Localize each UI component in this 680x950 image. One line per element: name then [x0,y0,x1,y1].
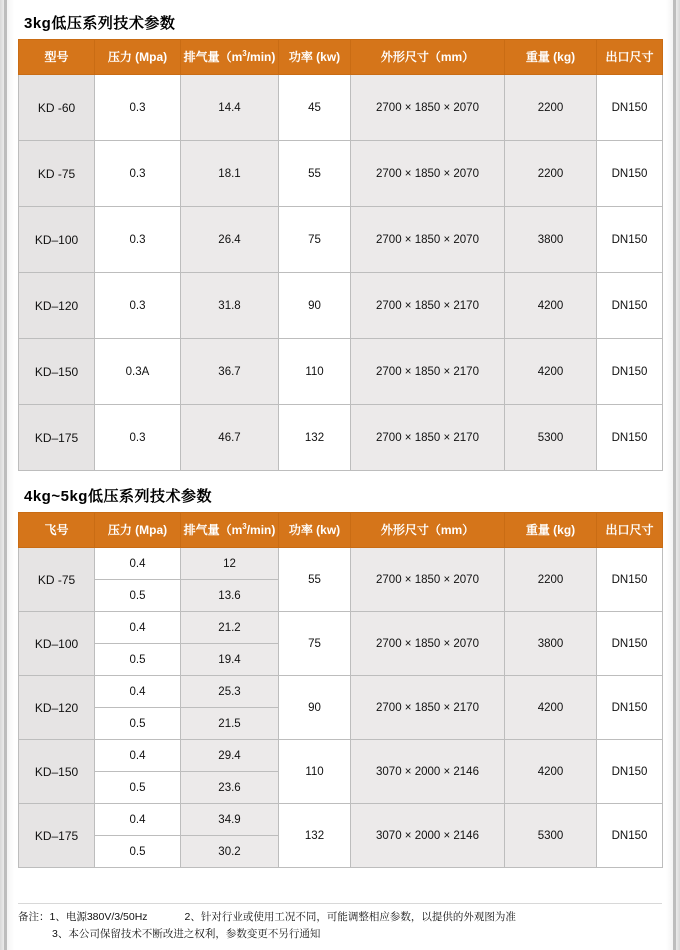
cell-pressure: 0.3 [95,75,181,141]
cell-model: KD -60 [19,75,95,141]
cell-outlet: DN150 [597,207,663,273]
cell-weight: 4200 [505,339,597,405]
cell-dimensions: 2700 × 1850 × 2070 [351,207,505,273]
spec-table-4kg-5kg [18,512,663,868]
cell-pressure: 0.5 [95,580,181,612]
table-header-row [19,40,663,75]
cell-power: 90 [279,273,351,339]
cell-dimensions: 2700 × 1850 × 2070 [351,141,505,207]
cell-model: KD–175 [19,804,95,868]
cell-model: KD -75 [19,548,95,612]
cell-weight: 2200 [505,141,597,207]
col-header-outlet: 出口尺寸 [597,40,663,75]
cell-weight: 2200 [505,75,597,141]
cell-power: 45 [279,75,351,141]
section-title-3kg: 3kg低压系列技术参数 [24,15,176,32]
cell-power: 90 [279,676,351,740]
cell-model: KD–150 [19,339,95,405]
cell-outlet: DN150 [597,273,663,339]
table-row [19,676,663,708]
footnote-line-2: 3、本公司保留技术不断改进之权利，参数变更不另行通知 [52,927,321,940]
cell-pressure: 0.4 [95,740,181,772]
table-row [19,804,663,836]
cell-flow: 14.4 [181,75,279,141]
cell-pressure: 0.5 [95,836,181,868]
cell-flow: 21.2 [181,612,279,644]
col-header-weight: 重量 (kg) [505,513,597,548]
cell-power: 132 [279,405,351,471]
col-header-dimensions: 外形尺寸（mm） [351,513,505,548]
table-header-row [19,513,663,548]
cell-dimensions: 3070 × 2000 × 2146 [351,804,505,868]
cell-flow: 23.6 [181,772,279,804]
cell-pressure: 0.5 [95,644,181,676]
cell-pressure: 0.3 [95,141,181,207]
cell-dimensions: 2700 × 1850 × 2170 [351,405,505,471]
cell-outlet: DN150 [597,612,663,676]
table-row [19,273,663,339]
cell-flow: 29.4 [181,740,279,772]
spec-table-3kg [18,39,663,471]
cell-flow: 26.4 [181,207,279,273]
table-row [19,75,663,141]
col-header-model: 型号 [19,40,95,75]
right-page-edge-decoration [666,0,680,950]
cell-outlet: DN150 [597,804,663,868]
col-header-weight: 重量 (kg) [505,40,597,75]
cell-power: 132 [279,804,351,868]
cell-model: KD–175 [19,405,95,471]
cell-flow: 25.3 [181,676,279,708]
cell-flow: 12 [181,548,279,580]
cell-power: 110 [279,339,351,405]
footnote-line-1b: 2、针对行业或使用工况不同，可能调整相应参数，以提供的外观图为准 [184,911,516,924]
cell-dimensions: 3070 × 2000 × 2146 [351,740,505,804]
cell-pressure: 0.4 [95,612,181,644]
cell-pressure: 0.3A [95,339,181,405]
table-row [19,740,663,772]
cell-outlet: DN150 [597,676,663,740]
cell-weight: 3800 [505,207,597,273]
col-header-pressure: 压力 (Mpa) [95,513,181,548]
table-row [19,405,663,471]
col-header-power: 功率 (kw) [279,40,351,75]
table-row [19,207,663,273]
cell-model: KD–150 [19,740,95,804]
cell-power: 110 [279,740,351,804]
section-title-4kg-5kg: 4kg~5kg低压系列技术参数 [24,488,212,505]
cell-pressure: 0.3 [95,405,181,471]
cell-dimensions: 2700 × 1850 × 2170 [351,676,505,740]
cell-outlet: DN150 [597,75,663,141]
cell-weight: 5300 [505,804,597,868]
cell-dimensions: 2700 × 1850 × 2170 [351,273,505,339]
table-row [19,548,663,580]
cell-pressure: 0.4 [95,804,181,836]
cell-model: KD–120 [19,273,95,339]
cell-dimensions: 2700 × 1850 × 2070 [351,548,505,612]
cell-outlet: DN150 [597,405,663,471]
col-header-power: 功率 (kw) [279,513,351,548]
cell-outlet: DN150 [597,339,663,405]
col-header-flow: 排气量$(m^3/\min)$ [181,40,279,75]
left-page-edge-decoration [0,0,14,950]
cell-pressure: 0.3 [95,273,181,339]
cell-model: KD–120 [19,676,95,740]
cell-flow: 34.9 [181,804,279,836]
cell-model: KD–100 [19,207,95,273]
cell-weight: 2200 [505,548,597,612]
cell-pressure: 0.4 [95,676,181,708]
cell-flow: 21.5 [181,708,279,740]
col-header-dimensions: 外形尺寸（mm） [351,40,505,75]
cell-power: 75 [279,207,351,273]
cell-weight: 4200 [505,273,597,339]
col-header-pressure: 压力 (Mpa) [95,40,181,75]
col-header-outlet: 出口尺寸 [597,513,663,548]
cell-dimensions: 2700 × 1850 × 2070 [351,612,505,676]
cell-pressure: 0.3 [95,207,181,273]
cell-dimensions: 2700 × 1850 × 2170 [351,339,505,405]
footnote-line-1: 备注：1、电源380V/3/50Hz [18,911,148,924]
cell-pressure: 0.5 [95,772,181,804]
cell-dimensions: 2700 × 1850 × 2070 [351,75,505,141]
cell-flow: 13.6 [181,580,279,612]
cell-power: 75 [279,612,351,676]
cell-flow: 46.7 [181,405,279,471]
cell-power: 55 [279,141,351,207]
col-header-model: 飞号 [19,513,95,548]
cell-flow: 18.1 [181,141,279,207]
cell-flow: 19.4 [181,644,279,676]
cell-pressure: 0.4 [95,548,181,580]
cell-model: KD–100 [19,612,95,676]
cell-outlet: DN150 [597,740,663,804]
cell-flow: 31.8 [181,273,279,339]
table-row [19,141,663,207]
cell-outlet: DN150 [597,548,663,612]
footnotes [18,903,662,942]
table-row [19,339,663,405]
cell-weight: 3800 [505,612,597,676]
cell-weight: 4200 [505,676,597,740]
cell-weight: 5300 [505,405,597,471]
cell-flow: 30.2 [181,836,279,868]
cell-model: KD -75 [19,141,95,207]
table-row [19,612,663,644]
cell-flow: 36.7 [181,339,279,405]
cell-weight: 4200 [505,740,597,804]
cell-pressure: 0.5 [95,708,181,740]
cell-power: 55 [279,548,351,612]
cell-outlet: DN150 [597,141,663,207]
col-header-flow: 排气量$(m^3/\min)$ [181,513,279,548]
